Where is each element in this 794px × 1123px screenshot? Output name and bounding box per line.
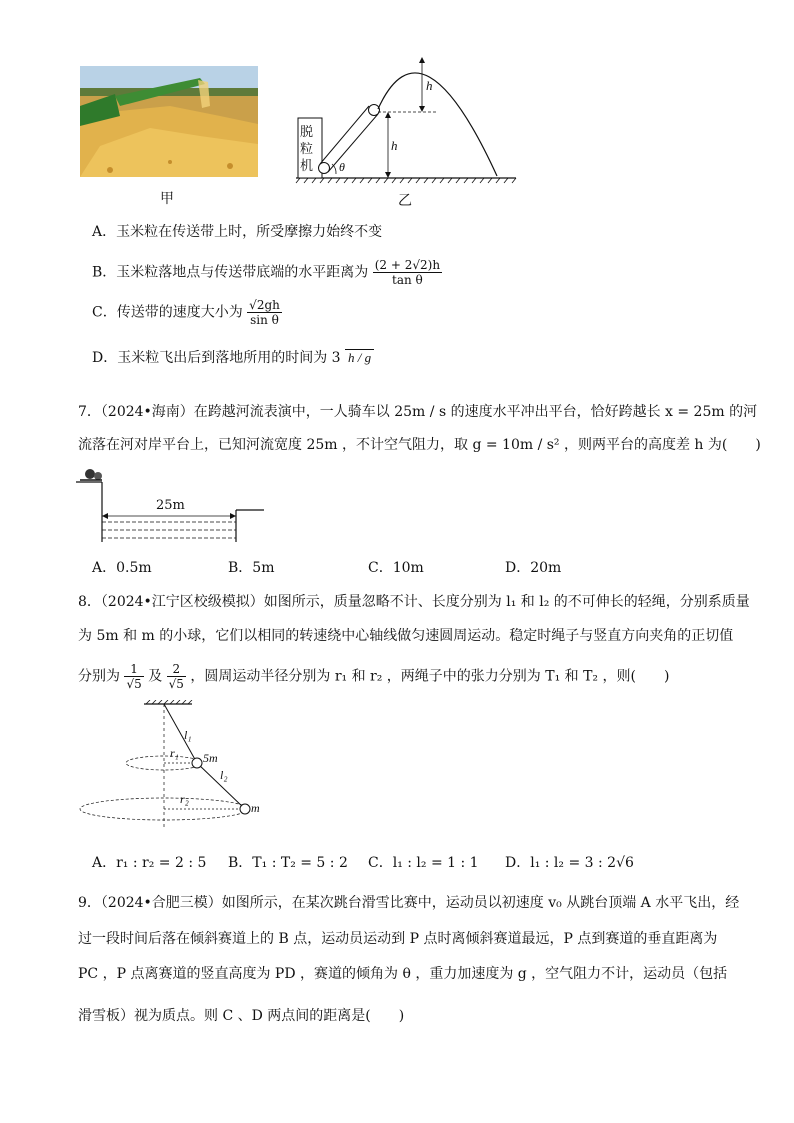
h-label-lower: h <box>391 138 398 153</box>
q7-stem-line-1: 7．（2024•海南）在跨越河流表演中，一人骑车以 25m / s 的速度水平冲出平台，恰好跨越长 x = 25m 的河 <box>78 404 758 420</box>
label-r1: r₁ <box>170 746 179 760</box>
q8-option-a: A．r₁ : r₂ = 2 : 5 <box>92 855 207 871</box>
q8-line3-part-b: 及 <box>148 668 163 685</box>
q8-fraction-1 <box>124 662 143 691</box>
q9-stem-line-1: 9．（2024•合肥三模）如图所示，在某次跳台滑雪比赛中，运动员以初速度 v₀ 从跳台顶端 A 水平飞出，经 <box>78 895 740 911</box>
q7-stem-line-2: 流落在河对岸平台上，已知河流宽度 25m ，不计空气阻力，取 g = 10m / s² ，则两平台的高度差 h 为( ) <box>78 437 761 453</box>
q8-fraction-2 <box>167 662 186 691</box>
fraction-numerator: 1 <box>124 662 143 677</box>
machine-label-1: 脱 <box>300 125 314 140</box>
label-l1: l₁ <box>184 728 192 742</box>
q9-stem-line-2: 过一段时间后落在倾斜赛道上的 B 点，运动员运动到 P 点时离倾斜赛道最远，P 点到赛道的垂直距离为 <box>78 931 718 947</box>
q9-stem-line-3: PC ，P 点离赛道的竖直高度为 PD ，赛道的倾角为 θ ，重力加速度为 g ，空气阻力不计，运动员（包括 <box>78 966 728 982</box>
fraction-numerator: √2gh <box>249 298 280 312</box>
fraction-denominator: tan θ <box>392 273 423 287</box>
label-jia: 甲 <box>160 191 174 207</box>
label-5m: 5m <box>203 751 218 765</box>
machine-label-2: 粒 <box>300 142 314 157</box>
q8-option-c: C．l₁ : l₂ = 1 : 1 <box>368 855 479 871</box>
q8-option-b: B．T₁ : T₂ = 5 : 2 <box>228 855 348 871</box>
q6-option-b <box>92 258 442 287</box>
corn-harvest-image <box>80 66 258 177</box>
fraction-numerator: (2 + 2√2)h <box>374 258 441 272</box>
q8-option-d: D．l₁ : l₂ = 3 : 2√6 <box>505 855 634 871</box>
q7-option-d: D．20m <box>505 560 562 576</box>
q6-option-d-radicand: h / g <box>345 349 374 365</box>
q6-option-c-fraction <box>247 298 282 327</box>
q7-option-c: C．10m <box>368 560 424 576</box>
label-l2: l₂ <box>220 768 228 782</box>
q6-option-b-fraction <box>373 258 442 287</box>
label-r2: r₂ <box>180 792 189 806</box>
fraction-numerator: 2 <box>167 662 186 677</box>
q6-option-b-text: B．玉米粒落地点与传送带底端的水平距离为 <box>92 264 369 281</box>
label-yi: 乙 <box>398 193 412 209</box>
q6-option-c <box>92 298 282 327</box>
q6-option-c-text: C．传送带的速度大小为 <box>92 304 243 321</box>
q8-line3-part-a: 分别为 <box>78 668 120 685</box>
q8-stem-line-1: 8．（2024•江宁区校级模拟）如图所示，质量忽略不计、长度分别为 l₁ 和 l₂ 的不可伸长的轻绳，分别系质量 <box>78 594 750 610</box>
q6-option-a: A．玉米粒在传送带上时，所受摩擦力始终不变 <box>92 224 383 240</box>
fraction-denominator: √5 <box>168 677 184 691</box>
theta-label: θ <box>339 160 345 174</box>
q7-option-b: B．5m <box>228 560 275 576</box>
q6-option-d <box>92 348 374 368</box>
q8-stem-line-3 <box>78 662 669 691</box>
q8-line3-part-c: ，圆周运动半径分别为 r₁ 和 r₂ ，两绳子中的张力分别为 T₁ 和 T₂ ，则( ) <box>190 668 670 685</box>
fraction-denominator: √5 <box>126 677 142 691</box>
h-label-upper: h <box>426 78 433 93</box>
label-m: m <box>251 801 260 815</box>
fraction-denominator: sin θ <box>250 313 279 327</box>
q9-stem-line-4: 滑雪板）视为质点。则 C 、D 两点间的距离是( ) <box>78 1008 405 1024</box>
pendulum-diagram <box>74 700 274 830</box>
q6-option-d-text: D．玉米粒飞出后到落地所用的时间为 3 <box>92 350 341 366</box>
q7-option-a: A．0.5m <box>92 560 152 576</box>
corn-photo <box>80 66 258 177</box>
machine-label-3: 机 <box>300 159 314 174</box>
conveyor-diagram <box>292 52 522 184</box>
river-width-label: 25m <box>156 498 185 513</box>
q8-stem-line-2: 为 5m 和 m 的小球，它们以相同的转速绕中心轴线做匀速圆周运动。稳定时绳子与竖直方向夹角的正切值 <box>78 628 734 644</box>
